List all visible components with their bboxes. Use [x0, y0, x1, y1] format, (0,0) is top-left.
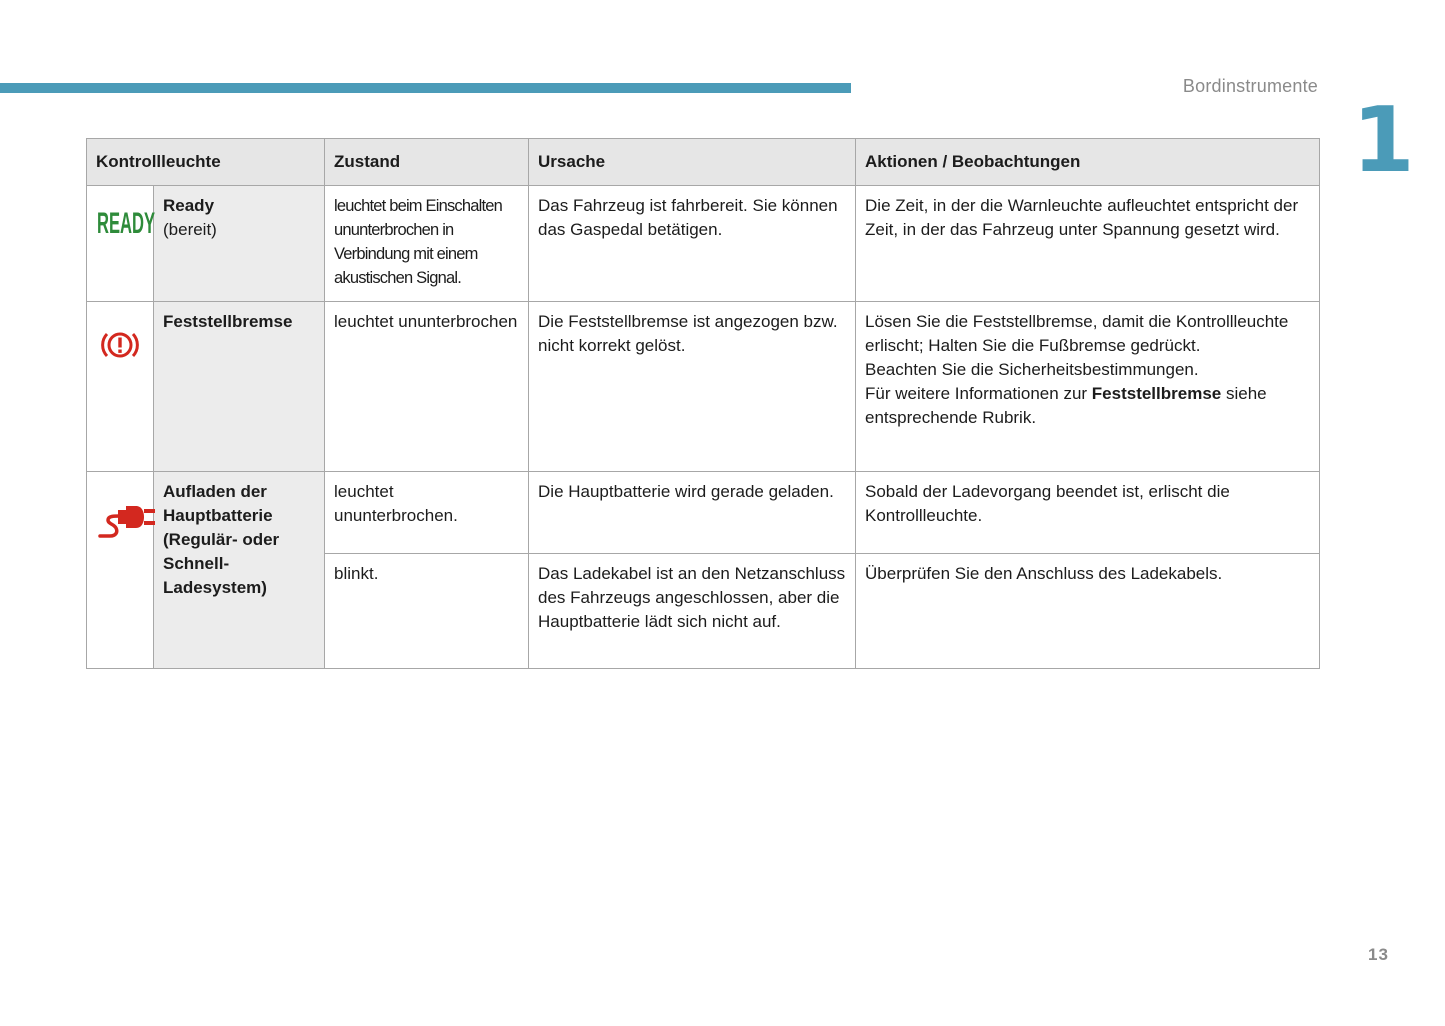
aktion-text: Beachten Sie die Sicherheitsbestimmungen. [865, 360, 1199, 379]
indicator-name [154, 302, 325, 472]
ready-icon-text: READY [97, 207, 155, 238]
indicator-name-bold: Feststellbremse [163, 312, 293, 331]
icon-cell [87, 302, 154, 472]
aktion-text-post: siehe entsprechende Rubrik. [865, 384, 1267, 427]
section-title: Bordinstrumente [1182, 76, 1318, 96]
aktion-text [865, 382, 1310, 430]
icon-cell [87, 186, 154, 302]
aktion-cell: Überprüfen Sie den Anschluss des Ladekabels. [856, 554, 1320, 669]
header-ursache: Ursache [529, 139, 856, 186]
indicator-name-bold: Ready [163, 196, 215, 215]
aktion-text: Lösen Sie die Feststellbremse, damit die Kontrollleuchte erlischt; Halten Sie die Fußbremse gedrückt. [865, 312, 1289, 355]
indicator-name [154, 186, 325, 302]
chapter-number: 1 [1352, 88, 1415, 193]
parking-brake-icon [98, 328, 142, 362]
ready-icon [96, 206, 156, 238]
indicator-name-bold: Aufladen der Hauptbatterie (Regulär- oder Schnell-Ladesystem) [163, 482, 280, 597]
table-row [87, 186, 1320, 302]
header-accent-bar [0, 83, 851, 93]
aktion-cell: Die Zeit, in der die Warnleuchte aufleuchtet entspricht der Zeit, in der das Fahrzeug unter Spannung gesetzt wird. [856, 186, 1320, 302]
ursache-cell: Die Hauptbatterie wird gerade geladen. [529, 472, 856, 554]
indicator-table [86, 138, 1320, 669]
ursache-cell: Die Feststellbremse ist angezogen bzw. nicht korrekt gelöst. [529, 302, 856, 472]
header-aktionen: Aktionen / Beobachtungen [856, 139, 1320, 186]
table-row [87, 472, 1320, 554]
ursache-cell: Das Fahrzeug ist fahrbereit. Sie können das Gaspedal betätigen. [529, 186, 856, 302]
table-row [87, 302, 1320, 472]
zustand-cell: leuchtet ununterbrochen. [325, 472, 529, 554]
zustand-cell: blinkt. [325, 554, 529, 669]
table-header-row [87, 139, 1320, 186]
zustand-cell: leuchtet beim Einschalten ununterbrochen in Verbindung mit einem akustischen Signal. [325, 186, 529, 302]
page-number: 13 [1368, 945, 1389, 964]
zustand-cell: leuchtet ununterbrochen [325, 302, 529, 472]
aktion-cell: Sobald der Ladevorgang beendet ist, erlischt die Kontrollleuchte. [856, 472, 1320, 554]
aktion-text-pre: Für weitere Informationen zur [865, 384, 1092, 403]
icon-cell [87, 472, 154, 669]
aktion-text-bold: Feststellbremse [1091, 384, 1222, 403]
ursache-cell: Das Ladekabel ist an den Netzanschluss des Fahrzeugs angeschlossen, aber die Hauptbatterie lädt sich nicht auf. [529, 554, 856, 669]
header-kontrollleuchte: Kontrollleuchte [87, 139, 325, 186]
indicator-name [154, 472, 325, 669]
header-zustand: Zustand [325, 139, 529, 186]
charging-plug-icon [96, 502, 158, 542]
indicator-name-normal: (bereit) [163, 220, 217, 239]
aktion-cell [856, 302, 1320, 472]
